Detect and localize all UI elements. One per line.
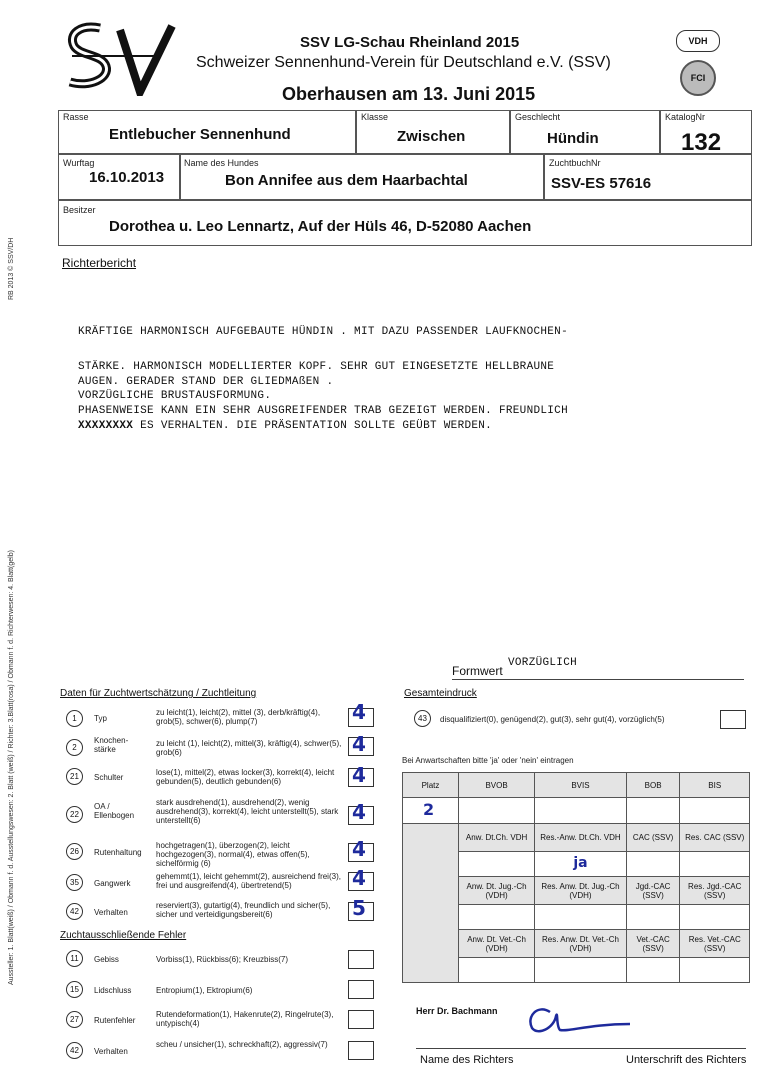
row-options: zu leicht(1), leicht(2), mittel (3), derb/kräftig(4), grob(5), schwer(6), plump(7) — [156, 708, 321, 726]
zuchtwert-heading: Daten für Zuchtwertschätzung / Zuchtleitung — [60, 688, 257, 699]
table-row — [403, 824, 750, 852]
judge-sign-label: Unterschrift des Richters — [626, 1054, 747, 1066]
row-options: Rutendeformation(1), Hakenrute(2), Ringelrute(3), untypisch(4) — [156, 1010, 334, 1028]
table-cell: Res.-Anw. Dt.Ch. VDH — [535, 824, 627, 852]
report-line-5: PHASENWEISE KANN EIN SEHR AUSGREIFENDER TRAB GEZEIGT WERDEN. FREUNDLICH — [78, 405, 568, 417]
field-zuchtbuch — [544, 154, 752, 200]
table-cell: Anw. Dt. Jug.-Ch (VDH) — [459, 877, 535, 905]
judge-name-line — [416, 1048, 746, 1049]
row-checkbox[interactable] — [348, 950, 374, 969]
anwartschaften-note: Bei Anwartschaften bitte 'ja' oder 'nein' eintragen — [402, 756, 574, 765]
rasse-value: Entlebucher Sennenhund — [109, 126, 291, 143]
field-besitzer — [58, 200, 752, 246]
vdh-badge — [676, 30, 720, 52]
report-struck-text: XXXXXXXX — [78, 420, 134, 432]
report-last-line: ES VERHALTEN. DIE PRÄSENTATION SOLLTE GEÜBT WERDEN. — [133, 420, 493, 432]
row-value: 4 — [352, 800, 366, 824]
row-number: 42 — [66, 903, 83, 920]
table-header-row — [403, 773, 750, 798]
table-cell[interactable] — [535, 958, 627, 983]
table-cell[interactable] — [535, 852, 627, 877]
rasse-label: Rasse — [63, 112, 89, 122]
row-name: Rutenhaltung — [94, 848, 142, 857]
row-options: reserviert(3), gutartig(4), freundlich und sicher(5), sicher und verteidigungsbereit(6) — [156, 901, 331, 919]
judge-name: Herr Dr. Bachmann — [416, 1006, 498, 1016]
klasse-label: Klasse — [361, 112, 389, 122]
table-cell: Jgd.-CAC (SSV) — [626, 877, 680, 905]
row-name: Verhalten — [94, 1047, 128, 1056]
row-options: stark ausdrehend(1), ausdrehend(2), wenig ausdrehend(3), korrekt(4), leicht unterstellt(5), stark unterstellt(6) — [156, 798, 339, 825]
table-cell[interactable] — [626, 905, 680, 930]
vdh-badge-text: VDH — [688, 36, 708, 46]
table-cell[interactable] — [626, 958, 680, 983]
name-value: Bon Annifee aus dem Haarbachtal — [225, 172, 468, 189]
katalognr-value: 132 — [681, 129, 722, 156]
ssv-logo — [60, 16, 180, 96]
formwert-value: VORZÜGLICH — [508, 657, 578, 669]
header-bis: BIS — [680, 773, 750, 798]
row-number: 11 — [66, 950, 83, 967]
besitzer-value: Dorothea u. Leo Lennartz, Auf der Hüls 46, D-52080 Aachen — [109, 218, 532, 235]
report-line-4: VORZÜGLICHE BRUSTAUSFORMUNG. — [78, 390, 272, 402]
geschlecht-label: Geschlecht — [515, 112, 561, 122]
header-bvis: BVIS — [535, 773, 627, 798]
ja-value: ja — [573, 855, 588, 871]
row-checkbox[interactable] — [348, 980, 374, 999]
table-cell[interactable] — [459, 905, 535, 930]
formwert-label: Formwert — [452, 664, 503, 678]
row-number: 15 — [66, 981, 83, 998]
fci-badge — [680, 60, 716, 96]
wurftag-value: 16.10.2013 — [89, 169, 165, 186]
row-name: Knochen-stärke — [94, 736, 129, 754]
row-options: lose(1), mittel(2), etwas locker(3), korrekt(4), leicht gebunden(5), deutlich gebunden(6) — [156, 768, 335, 786]
table-cell[interactable] — [680, 958, 750, 983]
table-cell[interactable] — [459, 958, 535, 983]
row-number: 27 — [66, 1011, 83, 1028]
gesamt-options: disqualifiziert(0), genügend(2), gut(3), sehr gut(4), vorzüglich(5) — [440, 715, 665, 724]
platz-cell[interactable] — [403, 798, 459, 824]
row-options: hochgetragen(1), überzogen(2), leicht hochgezogen(3), normal(4), etwas offen(5), sichelförmig (6) — [156, 841, 310, 868]
platz-value: 2 — [423, 799, 435, 819]
table-cell — [403, 824, 459, 983]
row-name: Gebiss — [94, 955, 119, 964]
report-line-6 — [78, 420, 492, 432]
row-value: 4 — [352, 837, 366, 861]
field-rasse — [58, 110, 356, 154]
zuchtbuch-value: SSV-ES 57616 — [551, 175, 652, 192]
row-number: 22 — [66, 806, 83, 823]
row-number: 21 — [66, 768, 83, 785]
gesamt-number: 43 — [414, 710, 431, 727]
table-cell: Res. Anw. Dt. Vet.-Ch (VDH) — [535, 930, 627, 958]
katalognr-label: KatalogNr — [665, 112, 706, 122]
field-klasse — [356, 110, 510, 154]
table-cell[interactable] — [626, 852, 680, 877]
table-cell: CAC (SSV) — [626, 824, 680, 852]
geschlecht-value: Hündin — [547, 130, 599, 147]
row-options: Vorbiss(1), Rückbiss(6); Kreuzbiss(7) — [156, 955, 289, 964]
table-cell[interactable] — [680, 798, 750, 824]
row-name: Typ — [94, 714, 107, 723]
table-cell[interactable] — [680, 905, 750, 930]
row-name: Gangwerk — [94, 879, 131, 888]
besitzer-label: Besitzer — [63, 205, 96, 215]
row-options: zu leicht (1), leicht(2), mittel(3), kräftig(4), schwer(5), grob(6) — [156, 739, 342, 757]
row-options: scheu / unsicher(1), schreckhaft(2), aggressiv(7) — [156, 1040, 328, 1049]
side-copyright: RB 2013 © SSV/DH — [8, 237, 15, 300]
club-name: Schweizer Sennenhund-Verein für Deutschland e.V. (SSV) — [196, 54, 611, 71]
name-label: Name des Hundes — [184, 158, 259, 168]
zuchtbuch-label: ZuchtbuchNr — [549, 158, 601, 168]
row-options: gehemmt(1), leicht gehemmt(2), ausreichend frei(3), frei und ausgreifend(4), übertretend(5) — [156, 872, 341, 890]
formwert-line — [452, 679, 744, 680]
table-cell[interactable] — [680, 852, 750, 877]
row-value: 4 — [352, 700, 366, 724]
field-katalognr — [660, 110, 752, 154]
field-name — [180, 154, 544, 200]
table-cell[interactable] — [459, 852, 535, 877]
row-number: 2 — [66, 739, 83, 756]
judge-name-label: Name des Richters — [420, 1054, 514, 1066]
show-title: SSV LG-Schau Rheinland 2015 — [300, 34, 520, 51]
row-options: Entropium(1), Ektropium(6) — [156, 986, 253, 995]
row-number: 35 — [66, 874, 83, 891]
row-number: 26 — [66, 843, 83, 860]
field-geschlecht — [510, 110, 660, 154]
row-checkbox[interactable] — [348, 1010, 374, 1029]
fehler-heading: Zuchtausschließende Fehler — [60, 930, 187, 941]
table-cell: Anw. Dt.Ch. VDH — [459, 824, 535, 852]
table-cell: Anw. Dt. Vet.-Ch (VDH) — [459, 930, 535, 958]
table-cell[interactable] — [626, 798, 680, 824]
header-platz: Platz — [403, 773, 459, 798]
judge-signature — [520, 990, 640, 1040]
gesamt-heading: Gesamteindruck — [404, 688, 477, 699]
row-name: OA / Ellenbogen — [94, 802, 135, 820]
table-cell[interactable] — [535, 798, 627, 824]
table-cell[interactable] — [459, 798, 535, 824]
row-number: 1 — [66, 710, 83, 727]
row-name: Verhalten — [94, 908, 128, 917]
row-number: 42 — [66, 1042, 83, 1059]
row-checkbox[interactable] — [348, 1041, 374, 1060]
row-name: Schulter — [94, 773, 124, 782]
side-distribution: Aussteller: 1. Blatt(weiß) / Obmann f. d. Ausstellungswesen: 2. Blatt (weiß) / Richter: 3.Blatt(rosa) / Obmann f. d. Richterwesen: 4. Blatt(gelb) — [8, 550, 15, 985]
fci-badge-text: FCI — [690, 73, 706, 83]
table-cell: Res. Vet.-CAC (SSV) — [680, 930, 750, 958]
header-bvob: BVOB — [459, 773, 535, 798]
header-bob: BOB — [626, 773, 680, 798]
table-cell: Res. CAC (SSV) — [680, 824, 750, 852]
table-cell: Res. Anw. Dt. Jug.-Ch (VDH) — [535, 877, 627, 905]
klasse-value: Zwischen — [397, 128, 466, 145]
table-cell: Res. Jgd.-CAC (SSV) — [680, 877, 750, 905]
richterbericht-heading: Richterbericht — [62, 256, 137, 270]
report-line-3: AUGEN. GERADER STAND DER GLIEDMAßEN . — [78, 376, 334, 388]
table-cell[interactable] — [535, 905, 627, 930]
row-name: Lidschluss — [94, 986, 132, 995]
report-line-2: STÄRKE. HARMONISCH MODELLIERTER KOPF. SEHR GUT EINGESETZTE HELLBRAUNE — [78, 361, 555, 373]
wurftag-label: Wurftag — [63, 158, 95, 168]
table-row — [403, 798, 750, 824]
row-value: 4 — [352, 732, 366, 756]
location-date: Oberhausen am 13. Juni 2015 — [282, 84, 536, 104]
report-line-1: KRÄFTIGE HARMONISCH AUFGEBAUTE HÜNDIN . MIT DAZU PASSENDER LAUFKNOCHEN- — [78, 326, 568, 338]
anwartschaften-table — [402, 772, 750, 983]
field-wurftag — [58, 154, 180, 200]
row-name: Rutenfehler — [94, 1016, 136, 1025]
row-value: 4 — [352, 866, 366, 890]
row-value: 5 — [352, 896, 366, 920]
row-value: 4 — [352, 763, 366, 787]
table-cell: Vet.-CAC (SSV) — [626, 930, 680, 958]
gesamt-checkbox[interactable] — [720, 710, 746, 729]
